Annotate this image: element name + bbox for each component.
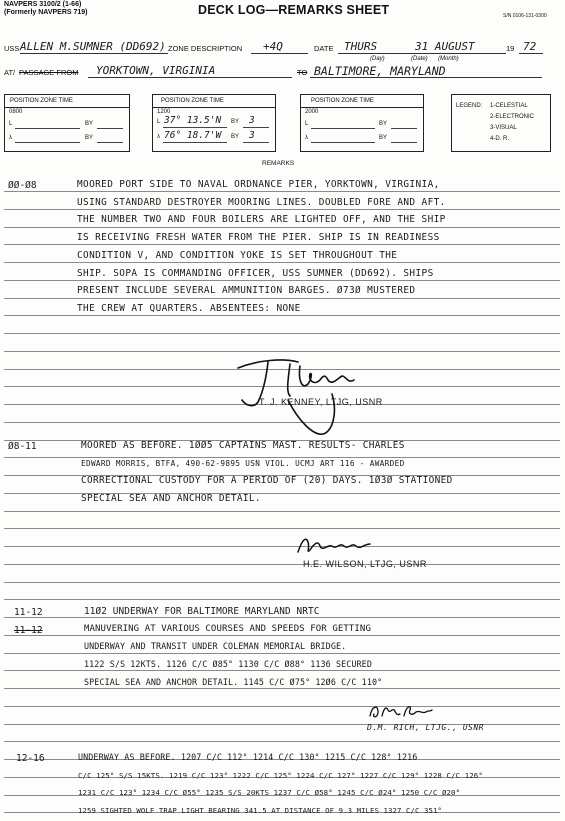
legend-item: 2-ELECTRONIC: [490, 114, 535, 120]
day-caption: (Day): [370, 56, 385, 62]
entry-text: [77, 176, 446, 318]
legend-title: LEGEND:: [456, 103, 483, 109]
position-time: 2000: [305, 109, 319, 115]
entry-time: ØØ-Ø8: [8, 180, 37, 191]
entry-time: 12-16: [16, 753, 45, 764]
signature-wilson: [294, 532, 374, 560]
latitude-label: L: [9, 121, 13, 127]
ruled-line: [4, 599, 560, 600]
entry-text: [84, 603, 382, 692]
position-box-2000: [300, 94, 424, 152]
position-time: 1200: [157, 109, 171, 115]
position-box-header: POSITION ZONE TIME: [10, 98, 73, 104]
position-box-0800: [4, 94, 130, 152]
latitude-label: L: [157, 119, 161, 125]
zone-value: +4Q: [263, 40, 283, 53]
date-label: DATE: [314, 44, 334, 53]
entry-line: 11Ø2 UNDERWAY FOR BALTIMORE MARYLAND NRTC: [84, 606, 320, 617]
at-label: AT/: [4, 68, 16, 77]
entry-line: 1231 C/C 123° 1234 C/C Ø55° 1235 S/S 20KTS 1237 C/C Ø58° 1245 C/C Ø24° 1250 C/C Ø20°: [78, 788, 461, 798]
entry-line: EDWARD MORRIS, BTFA, 490-62-9895 USN VIOL. UCMJ ART 116 - AWARDED: [81, 458, 405, 468]
form-number: NAVPERS 3100/2 (1-66): [4, 1, 82, 8]
year-prefix: 19: [506, 44, 515, 53]
entry-line: MOORED PORT SIDE TO NAVAL ORDNANCE PIER, YORKTOWN, VIRGINIA,: [77, 179, 440, 190]
latitude-by-value: 3: [249, 115, 255, 126]
entry-line: THE NUMBER TWO AND FOUR BOILERS ARE LIGHTED OFF, AND THE SHIP: [77, 214, 446, 226]
entry-line: SPECIAL SEA AND ANCHOR DETAIL. 1145 C/C Ø75° 12Ø6 C/C 110°: [84, 676, 383, 687]
ruled-line: [4, 706, 560, 707]
entry-line: PRESENT INCLUDE SEVERAL AMMUNITION BARGES. Ø73Ø MUSTERED: [77, 285, 416, 297]
passage-from-label: PASSAGE FROM: [19, 68, 79, 77]
entry-text: [78, 749, 483, 820]
ruled-line: [4, 528, 560, 529]
year-underline: [519, 53, 543, 54]
ruled-line: [4, 564, 560, 565]
by-label: BY: [231, 134, 240, 140]
position-time: 0800: [9, 109, 23, 115]
uss-label: USS: [4, 44, 20, 53]
ruled-line: [4, 582, 560, 583]
uss-underline: [20, 53, 168, 54]
longitude-label: λ: [157, 134, 160, 140]
legend-item: 4-D. R.: [490, 136, 510, 142]
position-box-header: POSITION ZONE TIME: [311, 98, 374, 104]
entry-line: C/C 125° S/S 15KTS. 1219 C/C 123° 1222 C/C 125° 1224 C/C 127° 1227 C/C 129° 1228 C/C 126°: [78, 770, 483, 780]
entry-line: 1259 SIGHTED WOLF TRAP LIGHT BEARING 341.5 AT DISTANCE OF 9.3 MILES 1327 C/C 351°: [78, 806, 442, 816]
entry-time-struck: 11-12: [14, 625, 43, 636]
entry-text: [81, 437, 453, 508]
latitude-value: 37° 13.5'N: [164, 115, 222, 126]
entry-line: IS RECEIVING FRESH WATER FROM THE PIER. SHIP IS IN READINESS: [77, 232, 440, 244]
to-underline: [310, 77, 542, 78]
zone-underline: [251, 53, 308, 54]
ruled-line: [4, 333, 560, 334]
legend-box: [451, 94, 551, 152]
entry-line: 1122 S/S 12KTS. 1126 C/C Ø85° 1130 C/C Ø88° 1136 SECURED: [84, 659, 372, 670]
entry-time: Ø8-11: [8, 441, 37, 452]
date-underline: [338, 53, 506, 54]
signature-name: H.E. WILSON, LTJG, USNR: [303, 559, 427, 569]
longitude-value: 76° 18.7'W: [164, 130, 222, 141]
to-label: TO: [297, 68, 308, 77]
signature-kenney: [228, 350, 368, 442]
latitude-label: L: [305, 121, 309, 127]
entry-line: USING STANDARD DESTROYER MOORING LINES. DOUBLED FORE AND AFT.: [77, 196, 446, 208]
longitude-label: λ: [9, 135, 12, 141]
date-value: 31 AUGUST: [415, 40, 475, 53]
from-underline: [88, 77, 292, 78]
by-label: BY: [379, 121, 388, 127]
entry-line: UNDERWAY AS BEFORE. 1207 C/C 112° 1214 C/C 130° 1215 C/C 128° 1216: [78, 752, 418, 762]
ruled-line: [4, 741, 560, 742]
page-title: DECK LOG—REMARKS SHEET: [198, 3, 390, 17]
zone-label: ZONE DESCRIPTION: [168, 44, 243, 53]
legend-item: 3-VISUAL: [490, 125, 517, 131]
entry-line: SHIP. SOPA IS COMMANDING OFFICER, USS SUMNER (DD692). SHIPS: [77, 267, 434, 279]
form-former-number: (Formerly NAVPERS 719): [4, 9, 88, 16]
entry-line: CORRECTIONAL CUSTODY FOR A PERIOD OF (20) DAYS. 1Ø3Ø STATIONED: [81, 475, 453, 487]
position-box-header: POSITION ZONE TIME: [161, 98, 224, 104]
by-label: BY: [231, 119, 240, 125]
entry-line: CONDITION V, AND CONDITION YOKE IS SET THROUGHOUT THE: [77, 249, 398, 261]
signature-name: D.M. RICH, LTJG., USNR: [367, 723, 484, 732]
signature-rich: [366, 700, 436, 722]
signature-name: T. J. KENNEY, LTJG, USNR: [259, 397, 383, 407]
date-caption: (Date): [411, 56, 428, 62]
longitude-label: λ: [305, 135, 308, 141]
legend-item: 1-CELESTIAL: [490, 103, 528, 109]
ruled-line: [4, 546, 560, 547]
month-caption: (Month): [438, 56, 459, 62]
to-value: BALTIMORE, MARYLAND: [314, 64, 446, 78]
longitude-by-value: 3: [249, 130, 255, 141]
stock-number: S/N 0106-131-0300: [503, 13, 547, 19]
by-label: BY: [85, 121, 94, 127]
entry-line: THE CREW AT QUARTERS. ABSENTEES: NONE: [77, 302, 301, 314]
ruled-line: [4, 511, 560, 512]
entry-line: SPECIAL SEA AND ANCHOR DETAIL.: [81, 493, 261, 505]
ship-name: ALLEN M.SUMNER (DD692): [20, 40, 166, 53]
from-value: YORKTOWN, VIRGINIA: [96, 64, 216, 77]
day-value: THURS: [344, 40, 378, 53]
entry-time: 11-12: [14, 607, 43, 618]
position-box-1200: [152, 94, 276, 152]
by-label: BY: [379, 135, 388, 141]
entry-line: UNDERWAY AND TRANSIT UNDER COLEMAN MEMORIAL BRIDGE.: [84, 641, 347, 652]
year-value: 72: [523, 40, 537, 53]
entry-line: MOORED AS BEFORE. 1ØØ5 CAPTAINS MAST. RESULTS- CHARLES: [81, 440, 405, 451]
entry-line: MANUVERING AT VARIOUS COURSES AND SPEEDS FOR GETTING: [84, 623, 371, 634]
remarks-heading: REMARKS: [262, 160, 295, 167]
by-label: BY: [85, 135, 94, 141]
